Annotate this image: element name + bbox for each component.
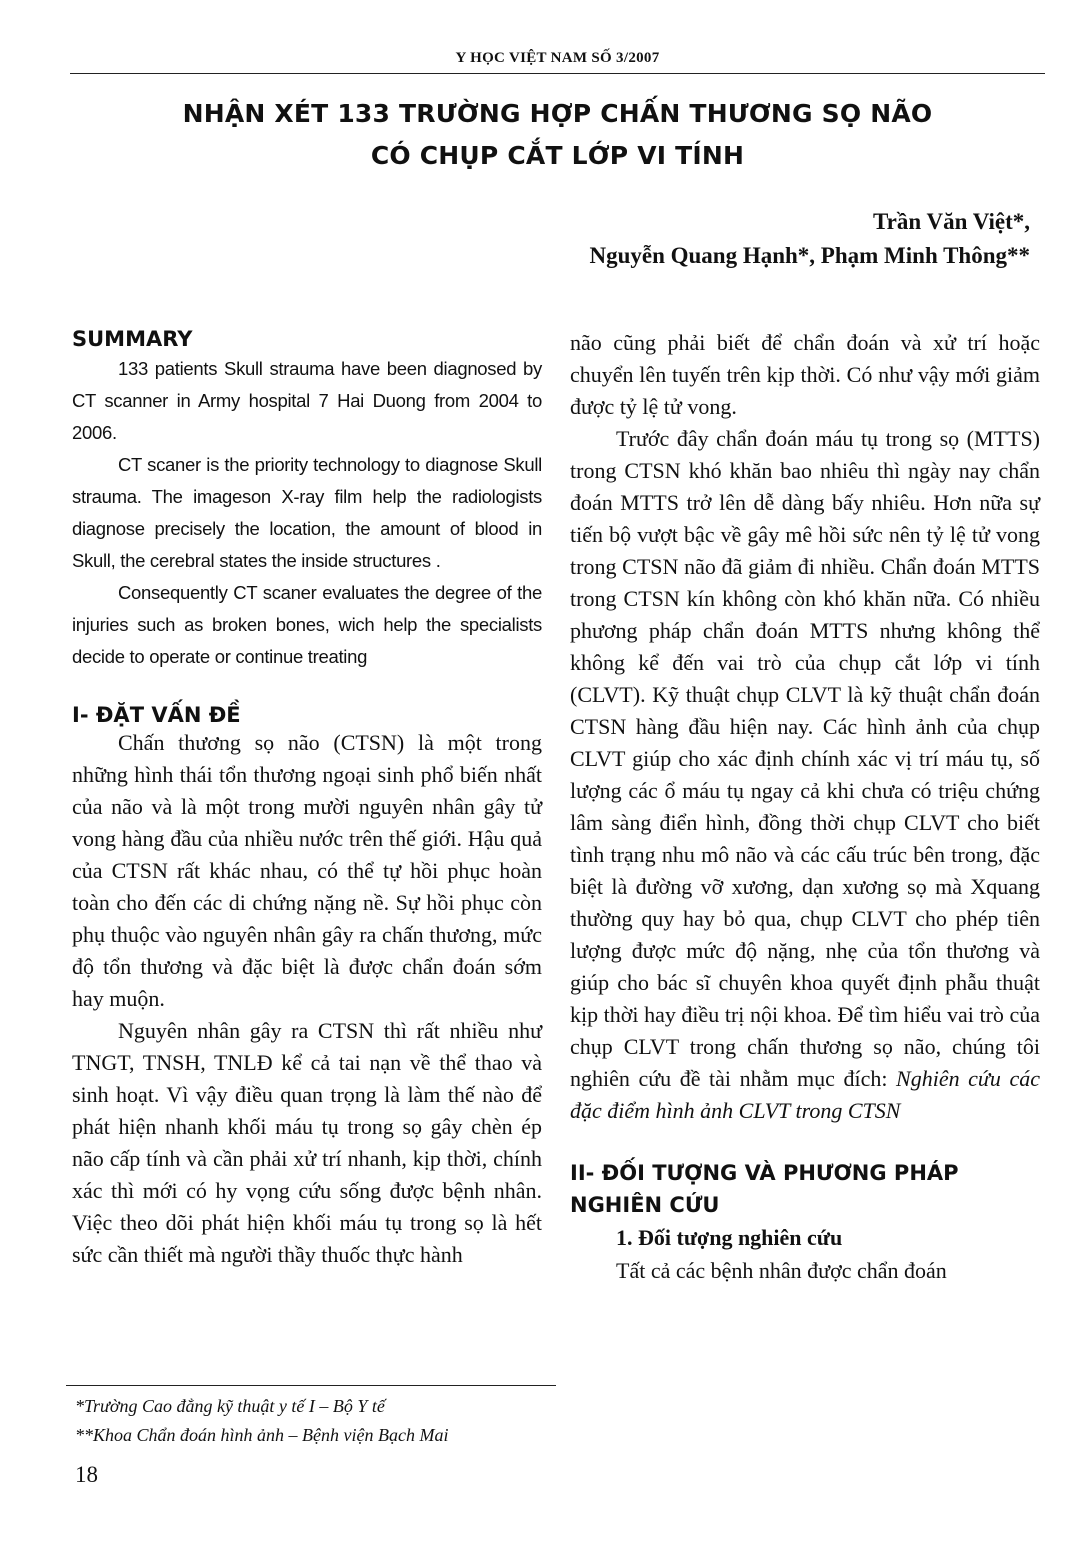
footnotes xyxy=(75,1392,575,1450)
study-aim: Nghiên cứu các đặc điểm hình ảnh CLVT trong CTSN xyxy=(570,1066,1041,1123)
author-list xyxy=(330,205,1030,273)
right-column xyxy=(570,327,1040,1287)
footnote-1: *Trường Cao đẳng kỹ thuật y tế I – Bộ Y tế xyxy=(75,1396,385,1416)
section-2-paragraph-1: Tất cả các bệnh nhân được chẩn đoán xyxy=(616,1258,947,1283)
summary-paragraph-1: 133 patients Skull strauma have been diagnosed by CT scanner in Army hospital 7 Hai Duong from 2004 to 2006. xyxy=(72,358,542,443)
journal-header: Y HỌC VIỆT NAM SỐ 3/2007 xyxy=(455,50,660,66)
section-1-paragraph-2: Nguyên nhân gây ra CTSN thì rất nhiều như TNGT, TNSH, TNLĐ kể cả tai nạn về thể thao và sinh hoạt. Vì vậy điều quan trọng là làm thế nào để phát hiện nhanh khối máu tụ trong sọ gây chèn ép não cấp tính và cần phải xử trí nhanh, kịp thời, chính xác thì mới có hy vọng cứu sống được bệnh nhân. Việc theo dõi phát hiện khối máu tụ trong sọ là hết sức cần thiết mà người thầy thuốc thực hành xyxy=(72,1018,542,1267)
footnote-rule xyxy=(66,1385,556,1386)
summary-paragraph-2: CT scaner is the priority technology to diagnose Skull strauma. The imageson X-ray film help the radiologists diagnose precisely the location, the amount of blood in Skull, the cerebral states the inside structures . xyxy=(72,454,542,571)
section-1-paragraph-3 xyxy=(570,423,1040,1127)
section-1-paragraph-1: Chấn thương sọ não (CTSN) là một trong những hình thái tổn thương ngoại sinh phổ biến nhất của não và là một trong mười nguyên nhân gây tử vong hàng đầu của nhiều nước trên thế giới. Hậu quả của CTSN rất khác nhau, có thể tự hồi phục hoàn toàn cho đến các di chứng nặng nề. Sự hồi phục còn phụ thuộc vào nguyên nhân gây ra chấn thương, mức độ tổn thương và đặc biệt là được chẩn đoán sớm hay muộn. xyxy=(72,730,542,1011)
title-line-2: CÓ CHỤP CẮT LỚP VI TÍNH xyxy=(370,141,745,170)
section-1-heading: I- ĐẶT VẤN ĐỀ xyxy=(72,703,241,727)
title-line-1: NHẬN XÉT 133 TRƯỜNG HỢP CHẤN THƯƠNG SỌ NÃO xyxy=(182,99,933,128)
page-number: 18 xyxy=(75,1462,98,1487)
paragraph-3-text: Trước đây chẩn đoán máu tụ trong sọ (MTTS) trong CTSN khó khăn bao nhiêu thì ngày nay chẩn đoán MTTS trở lên dễ dàng bấy nhiêu. Hơn nữa sự tiến bộ vượt bậc về gây mê hồi sức nên tỷ lệ tử vong trong CTSN não đã giảm đi nhiều. Chẩn đoán MTTS trong CTSN kín không còn khó khăn nữa. Có nhiều phương pháp chẩn đoán MTTS nhưng không thể không kể đến vai trò của chụp cắt lớp vi tính (CLVT). Kỹ thuật chụp CLVT là kỹ thuật chẩn đoán CTSN hàng đầu hiện nay. Các hình ảnh của chụp CLVT giúp cho xác định chính xác vị trí máu tụ, số lượng các ổ máu tụ ngay cả khi chưa có triệu chứng lâm sàng điển hình, đồng thời chụp CLVT cho biết tình trạng nhu mô não và các cấu trúc bên trong, đặc biệt là đường vỡ xương, dạn xương sọ mà Xquang thường quy hay bỏ qua, chụp CLVT cho phép tiên lượng được mức độ nặng, nhẹ của tổn thương và giúp cho bác sĩ chuyên khoa quyết định phẫu thuật kịp thời hay điều trị nội khoa. Để tìm hiểu vai trò của chụp CLVT trong chấn thương sọ não, chúng tôi nghiên cứu đề tài nhằm mục đích: xyxy=(570,426,1040,1091)
left-column xyxy=(72,327,542,1271)
authors-line-2: Nguyễn Quang Hạnh*, Phạm Minh Thông** xyxy=(589,243,1030,268)
authors-line-1: Trần Văn Việt*, xyxy=(873,209,1030,234)
article-title xyxy=(70,93,1045,177)
section-2-heading: II- ĐỐI TƯỢNG VÀ PHƯƠNG PHÁP NGHIÊN CỨU xyxy=(570,1161,959,1217)
subsection-1-heading: 1. Đối tượng nghiên cứu xyxy=(616,1225,843,1250)
footnote-2: **Khoa Chẩn đoán hình ảnh – Bệnh viện Bạch Mai xyxy=(75,1425,449,1445)
section-1-paragraph-2-continued: não cũng phải biết để chẩn đoán và xử trí hoặc chuyển lên tuyến trên kịp thời. Có như vậy mới giảm được tỷ lệ tử vong. xyxy=(570,330,1040,419)
summary-heading: SUMMARY xyxy=(72,327,193,351)
summary-paragraph-3: Consequently CT scaner evaluates the degree of the injuries such as broken bones, wich help the specialists decide to operate or continue treating xyxy=(72,582,542,667)
header-rule xyxy=(70,73,1045,74)
